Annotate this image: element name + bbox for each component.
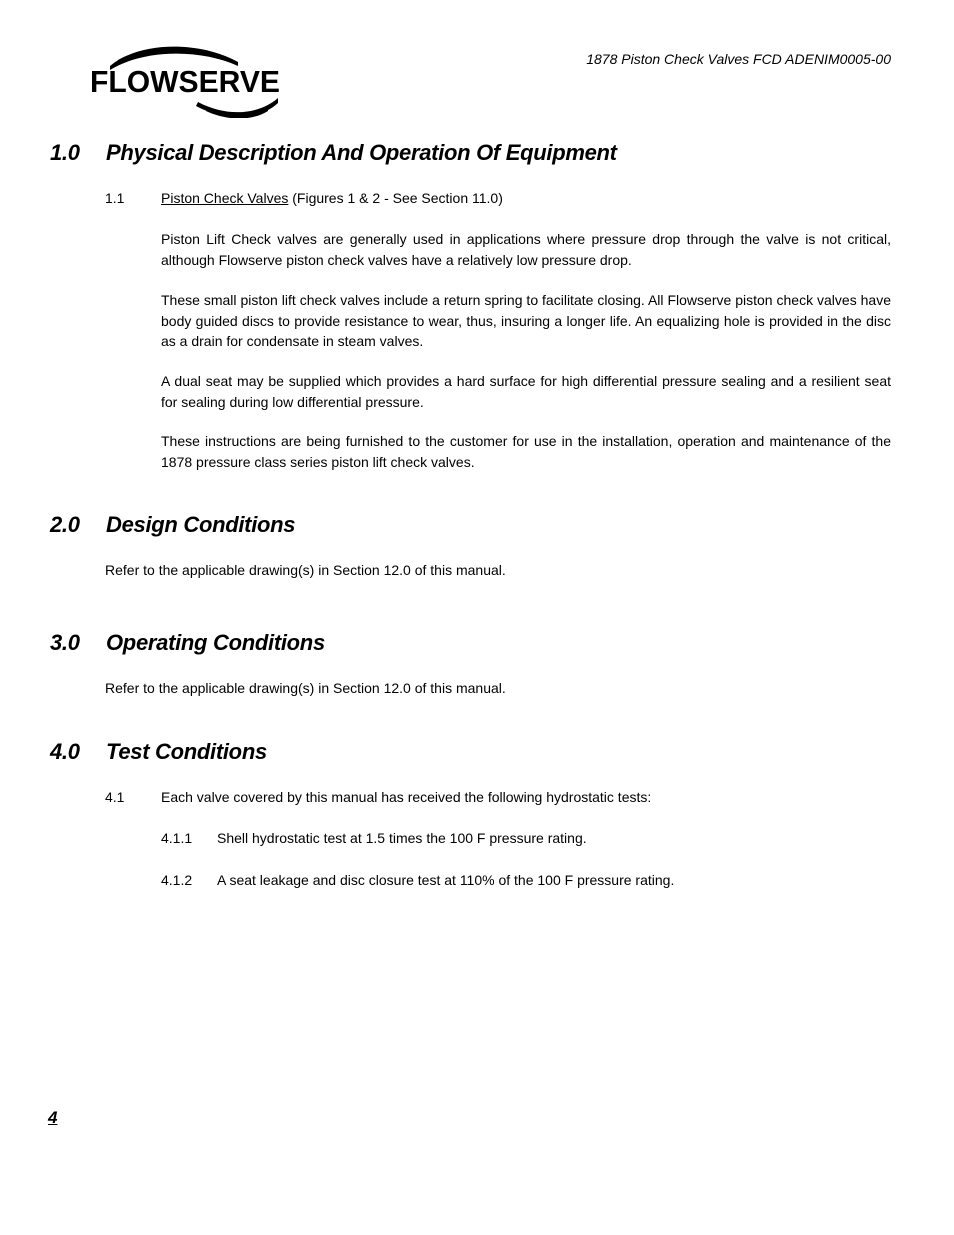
item-number: 4.1.1 bbox=[161, 830, 193, 846]
item-text: Shell hydrostatic test at 1.5 times the 100 F pressure rating. bbox=[217, 830, 587, 846]
section-title: Operating Conditions bbox=[106, 630, 325, 655]
section-heading-2 bbox=[50, 512, 295, 538]
logo-wordmark: FLOWSERVE bbox=[90, 64, 280, 99]
subsection-title: Piston Check Valves bbox=[161, 190, 289, 206]
section-number: 1.0 bbox=[50, 140, 80, 165]
section-heading-3 bbox=[50, 630, 325, 656]
section-2-text: Refer to the applicable drawing(s) in Section 12.0 of this manual. bbox=[105, 562, 506, 578]
flowserve-logo-mark bbox=[88, 42, 284, 118]
section-heading-4 bbox=[50, 739, 267, 765]
subsection-number: 4.1 bbox=[105, 789, 125, 805]
item-text: A seat leakage and disc closure test at 110% of the 100 F pressure rating. bbox=[217, 872, 675, 888]
subsection-title-suffix: (Figures 1 & 2 - See Section 11.0) bbox=[288, 190, 503, 206]
section-number: 4.0 bbox=[50, 739, 80, 764]
section-heading-1 bbox=[50, 140, 617, 166]
section-3-text: Refer to the applicable drawing(s) in Section 12.0 of this manual. bbox=[105, 680, 506, 696]
section-title: Physical Description And Operation Of Equipment bbox=[106, 140, 617, 165]
paragraph: Piston Lift Check valves are generally used in applications where pressure drop through the valve is not critical, although Flowserve piston check valves have a relatively low pressure drop. bbox=[161, 231, 891, 268]
paragraph: These instructions are being furnished to the customer for use in the installation, operation and maintenance of the 1878 pressure class series piston lift check valves. bbox=[161, 433, 891, 470]
page-number: 4 bbox=[48, 1108, 58, 1127]
subsection-number: 1.1 bbox=[105, 190, 125, 206]
paragraph: A dual seat may be supplied which provides a hard surface for high differential pressure sealing and a resilient seat for sealing during low differential pressure. bbox=[161, 373, 891, 410]
subsection-text: Each valve covered by this manual has received the following hydrostatic tests: bbox=[161, 789, 652, 805]
item-number: 4.1.2 bbox=[161, 872, 193, 888]
section-title: Design Conditions bbox=[106, 512, 296, 537]
document-reference: 1878 Piston Check Valves FCD ADENIM0005-00 bbox=[586, 51, 891, 67]
section-number: 3.0 bbox=[50, 630, 80, 655]
section-number: 2.0 bbox=[50, 512, 80, 537]
section-title: Test Conditions bbox=[106, 739, 267, 764]
flowserve-logo bbox=[88, 42, 284, 118]
paragraph: These small piston lift check valves include a return spring to facilitate closing. All Flowserve piston check valves have body guided discs to provide resistance to wear, thus, insuring a longer life. An equalizing hole is provided in the disc as a drain for condensate in steam valves. bbox=[161, 292, 891, 349]
